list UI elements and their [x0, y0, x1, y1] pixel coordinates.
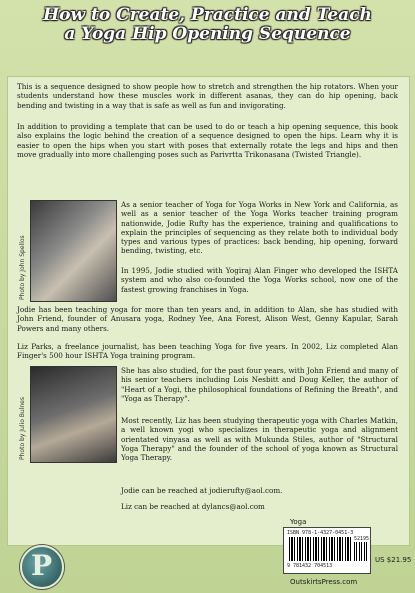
- contact-jodie: Jodie can be reached at jodierufty@aol.com.: [121, 486, 283, 495]
- publisher-url: OutskirtsPress.com: [290, 578, 358, 586]
- bio-liz-paragraph-2: She has also studied, for the past four years, with John Friend and many of his senior teachers including Lois Nesbitt and Doug Keller, the author of "Heart of a Yogi, the philosophical foundations of Refining the Breath", and "Yoga as Therapy".: [121, 366, 398, 403]
- title-line-2: a Yoga Hip Opening Sequence: [64, 24, 351, 44]
- price-barcode-bars: [354, 542, 367, 561]
- photo-credit-1: Photo by John Spellos: [19, 235, 26, 300]
- intro-paragraph-1: This is a sequence designed to show people how to stretch and strengthen the hip rotators. When your students understand how these muscles work in different asanas, they can do hip opening, back bending and twisting in a way that is safe as well as fun and invigorating.: [17, 82, 398, 110]
- price-code: 52195: [354, 536, 370, 542]
- isbn-barcode: [283, 527, 371, 574]
- intro-paragraph-2: In addition to providing a template that can be used to do or teach a hip opening sequence, this book also explains the logic behind the creation of a sequence designed to open the hips. Learn why it is easier to open the hips when you start with poses that externally rotate the legs and hips and then move gradually into more challenging poses such as Parivrtta Trikonasana (Twisted Triangle).: [17, 122, 398, 159]
- contact-liz: Liz can be reached at dylancs@aol.com: [121, 502, 265, 511]
- bio-jodie-paragraph-1: As a senior teacher of Yoga for Yoga Works in New York and California, as well as a senior teacher of the Yoga Works teacher training program nationwide, Jodie Rufty has the experience, training and qualifications to explain the principles of sequencing as they relate both to individual body types and various types of practices: back bending, hip opening, forward bending, twisting, etc.: [121, 200, 398, 256]
- barcode-bars: [289, 537, 351, 561]
- cover-title: [0, 6, 415, 44]
- publisher-logo: [20, 545, 64, 589]
- bio-liz-paragraph-3: Most recently, Liz has been studying therapeutic yoga with Charles Matkin, a well known yogi who specializes in therapeutic yoga and alignment orientated vinyasa as well as with Mukunda Stiles, author of "Structural Yoga Therapy" and the founder of the school of yoga known as Structural Yoga Therapy.: [121, 416, 398, 463]
- author-photo-liz: [30, 366, 117, 463]
- bio-jodie-paragraph-2: In 1995, Jodie studied with Yogiraj Alan Finger who developed the ISHTA system and who also co-founded the Yoga Works school, now one of the fastest growing franchises in Yoga.: [121, 266, 398, 294]
- bio-jodie-paragraph-3: Jodie has been teaching yoga for more than ten years and, in addition to Alan, she has studied with John Friend, founder of Anusara yoga, Rodney Yee, Ana Forest, Alison West, Genny Kapular, Sarah Powers and many others.: [17, 305, 398, 333]
- price-label: US $21.95: [375, 556, 412, 564]
- title-line-1: How to Create, Practice and Teach: [43, 5, 372, 25]
- category-label: Yoga: [290, 518, 307, 526]
- barcode-digits: 9 781432 704513: [287, 563, 333, 569]
- photo-credit-2: Photo by Julio Bulnes: [19, 397, 26, 460]
- publisher-logo-letter: P: [31, 549, 53, 582]
- isbn-number: ISBN 978-1-4327-0451-3: [287, 530, 354, 536]
- author-photo-jodie: [30, 200, 117, 302]
- bio-liz-paragraph-1: Liz Parks, a freelance journalist, has been teaching Yoga for five years. In 2002, Liz completed Alan Finger's 500 hour ISHTA Yoga training program.: [17, 342, 398, 361]
